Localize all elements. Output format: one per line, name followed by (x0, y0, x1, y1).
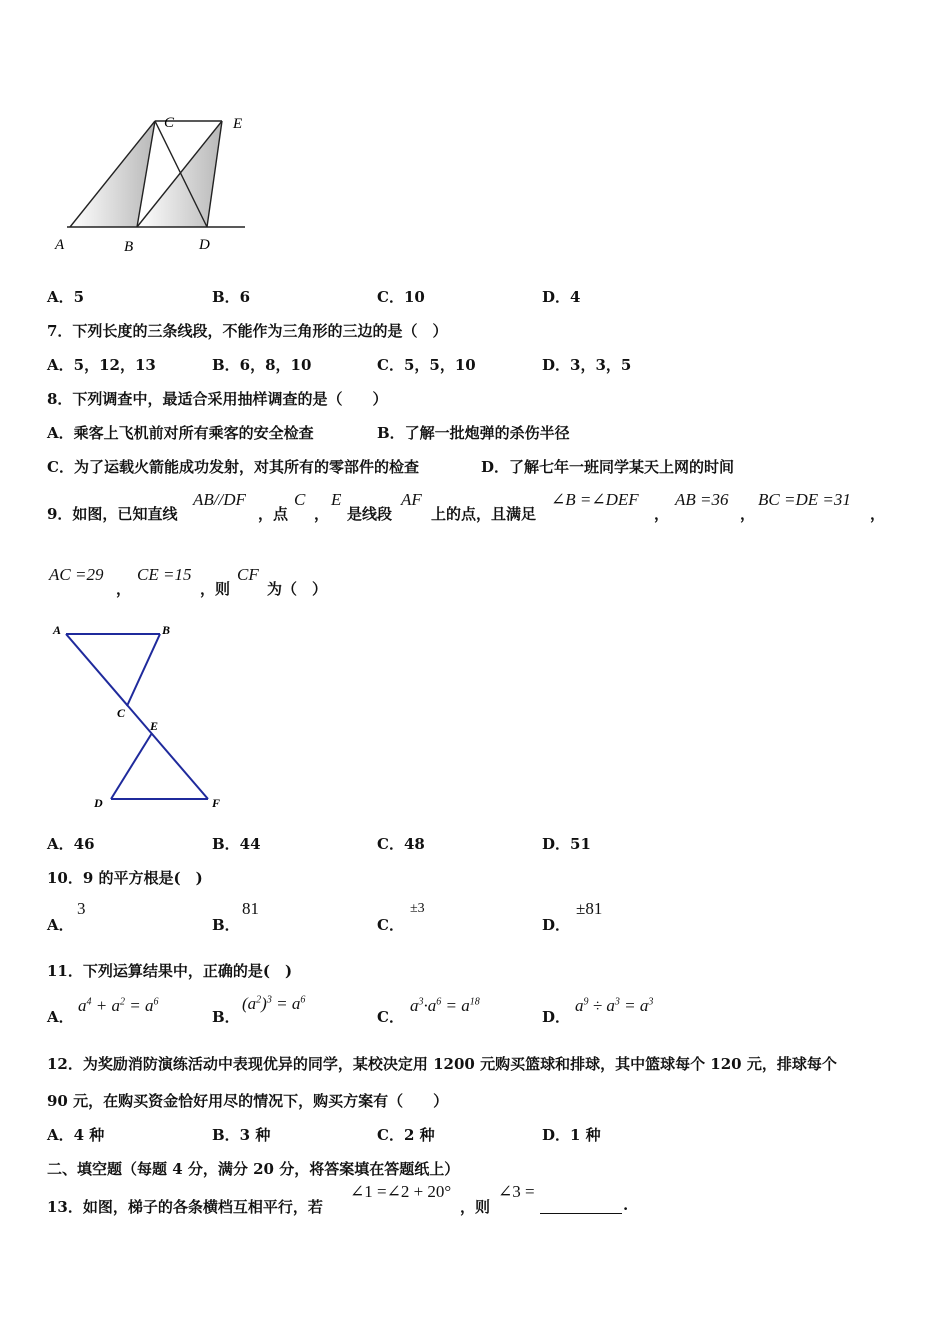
q8-option-d[interactable]: D．了解七年一班同学某天上网的时间 (481, 458, 735, 476)
q11-option-b-letter[interactable]: B． (212, 1008, 240, 1026)
q9-text-8: ， (870, 505, 886, 523)
q9-text-7: ， (740, 505, 756, 523)
q11-option-a-letter[interactable]: A． (47, 1008, 74, 1026)
label-F: F (212, 796, 221, 810)
q8-option-c[interactable]: C．为了运载火箭能成功发射，对其所有的零部件的检查 (47, 458, 419, 476)
q9-text-3: ， (314, 505, 330, 523)
q9-math-ac-value: AC =29 (49, 565, 104, 584)
q10-stem: 10．9 的平方根是( ) (47, 869, 203, 887)
label-E: E (233, 116, 243, 132)
q10-option-d-letter[interactable]: D． (542, 916, 571, 934)
label-A: A (53, 623, 62, 637)
q9-text-10: ，则 (200, 580, 231, 598)
q13-math-angle-relation: ∠1 =∠2 + 20° (350, 1182, 452, 1201)
q9-math-ab-value: AB =36 (675, 490, 729, 509)
q12-stem-line2: 90 元，在购买资金恰好用尽的情况下，购买方案有（ ） (47, 1092, 449, 1110)
label-D: D (94, 796, 103, 810)
q8-option-b[interactable]: B．了解一批炮弹的杀伤半径 (377, 424, 570, 442)
q12-option-c[interactable]: C．2 种 (377, 1126, 435, 1144)
q10-option-b-letter[interactable]: B． (212, 916, 240, 934)
q8-stem: 8．下列调查中，最适合采用抽样调查的是（ ） (47, 390, 388, 408)
q9-math-ab-parallel-df: AB//DF (193, 490, 246, 509)
q13-text-3: . (623, 1196, 629, 1214)
q12-option-a[interactable]: A．4 种 (47, 1126, 105, 1144)
q13-text-2: ，则 (460, 1198, 491, 1216)
q6-option-c[interactable]: C．10 (377, 288, 425, 306)
q13-answer-blank[interactable] (540, 1199, 622, 1218)
q6-option-d[interactable]: D．4 (542, 288, 581, 306)
q10-option-a-value[interactable]: 3 (77, 899, 86, 918)
q9-math-ce-value: CE =15 (137, 565, 192, 584)
q9-math-af: AF (401, 490, 422, 509)
q7-option-c[interactable]: C．5，5，10 (377, 356, 476, 374)
q9-text-6: ， (654, 505, 670, 523)
q9-text-2: ，点 (258, 505, 289, 523)
q9-text-11: 为（ ） (267, 580, 328, 598)
label-C: C (164, 115, 175, 131)
q9-math-bc-de-value: BC =DE =31 (758, 490, 851, 509)
label-E: E (150, 719, 159, 733)
q9-text-4: 是线段 (347, 505, 393, 523)
q9-option-a[interactable]: A．46 (47, 835, 95, 853)
q9-option-c[interactable]: C．48 (377, 835, 425, 853)
q13-math-angle3: ∠3 = (498, 1182, 535, 1201)
label-D: D (199, 237, 210, 253)
segment-AF (66, 634, 208, 799)
q12-option-d[interactable]: D．1 种 (542, 1126, 601, 1144)
q10-option-b-value[interactable]: 81 (242, 899, 259, 918)
q11-option-c-formula[interactable]: $a^3\cdot a^6 = a^{18}$ (410, 996, 480, 1015)
label-C: C (117, 706, 126, 720)
q11-option-d-formula[interactable]: $a^9 \div a^3 = a^3$ (575, 996, 654, 1015)
label-A: A (55, 237, 65, 253)
section-2-title: 二、填空题（每题 4 分，满分 20 分，将答案填在答题纸上） (47, 1160, 460, 1178)
q13-text-1: 13．如图，梯子的各条横档互相平行，若 (47, 1198, 323, 1216)
label-B: B (162, 623, 171, 637)
q9-math-c: C (294, 490, 306, 509)
q9-text-1: 9．如图，已知直线 (47, 505, 178, 523)
q9-option-d[interactable]: D．51 (542, 835, 591, 853)
q9-option-b[interactable]: B．44 (212, 835, 261, 853)
q7-option-a[interactable]: A．5，12，13 (47, 356, 156, 374)
q11-option-d-letter[interactable]: D． (542, 1008, 571, 1026)
q6-option-b[interactable]: B．6 (212, 288, 251, 306)
q7-stem: 7．下列长度的三条线段，不能作为三角形的三边的是（ ） (47, 322, 448, 340)
q10-option-c-letter[interactable]: C． (377, 916, 404, 934)
figure-2-triangles (45, 620, 235, 815)
q11-stem: 11．下列运算结果中，正确的是( ) (47, 962, 293, 980)
q10-option-c-value[interactable]: ±3 (410, 901, 425, 916)
q9-math-cf: CF (237, 565, 259, 584)
q7-option-d[interactable]: D．3，3，5 (542, 356, 632, 374)
segment-BC (127, 634, 160, 706)
q12-option-b[interactable]: B．3 种 (212, 1126, 271, 1144)
q10-option-d-value[interactable]: ±81 (576, 899, 603, 918)
segment-ED (111, 733, 152, 799)
q10-option-a-letter[interactable]: A． (47, 916, 74, 934)
q9-text-9: ， (116, 580, 132, 598)
q11-option-c-letter[interactable]: C． (377, 1008, 404, 1026)
q9-text-5: 上的点，且满足 (431, 505, 537, 523)
q12-stem-line1: 12．为奖励消防演练活动中表现优异的同学，某校决定用 1200 元购买篮球和排球，其中篮球每个 120 元，排球每个 (47, 1055, 837, 1073)
figure-1-parallelograms (45, 105, 260, 260)
label-B: B (124, 239, 134, 255)
q6-option-a[interactable]: A．5 (47, 288, 85, 306)
q7-option-b[interactable]: B．6，8，10 (212, 356, 312, 374)
q9-math-angle-condition: ∠B =∠DEF (551, 490, 639, 509)
q11-option-b-formula[interactable]: $(a^2)^3 = a^6$ (242, 994, 306, 1013)
q8-option-a[interactable]: A．乘客上飞机前对所有乘客的安全检查 (47, 424, 314, 442)
q9-math-e: E (331, 490, 342, 509)
q11-option-a-formula[interactable]: $a^4 + a^2 = a^6$ (78, 996, 159, 1015)
